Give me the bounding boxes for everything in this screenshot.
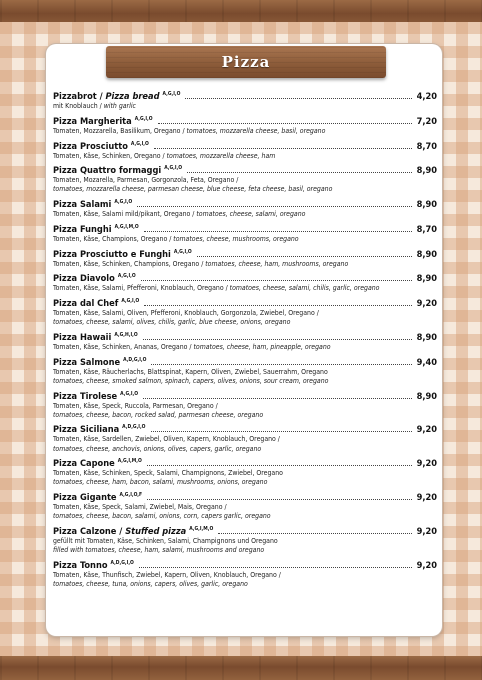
- menu-item-name: [53, 526, 213, 537]
- item-name-de: Pizza Margherita: [53, 115, 132, 127]
- allergen-codes: A,G,I,O: [120, 390, 139, 397]
- menu-item-row: [53, 165, 437, 176]
- menu-item-description-en: [53, 318, 437, 327]
- section-title: Pizza: [221, 53, 271, 71]
- menu-item-description-en: [53, 512, 437, 521]
- description-en-line: tomatoes, cheese, tuna, onions, capers, olives, garlic, oregano: [53, 579, 248, 588]
- dot-leader: [144, 231, 412, 232]
- description-de: Tomaten, Käse, Salami mild/pikant, Oregano /: [53, 210, 197, 219]
- allergen-codes: A,G,I,O,F: [119, 492, 143, 499]
- menu-item-price: 9,20: [416, 492, 437, 504]
- menu-item-row: [53, 141, 437, 152]
- menu-item-price: 4,20: [416, 91, 437, 103]
- menu-item-description: [53, 102, 437, 111]
- item-name-de: Pizza Capone: [53, 458, 115, 470]
- description-en: tomatoes, cheese, ham, pineapple, oregano: [193, 343, 331, 351]
- menu-item: [53, 357, 437, 386]
- menu-item-price: 9,20: [416, 298, 437, 310]
- dot-leader: [158, 123, 412, 124]
- wood-bottom-border: [0, 656, 482, 680]
- dot-leader: [151, 431, 412, 432]
- menu-item: [53, 560, 437, 589]
- menu-item: [53, 298, 437, 327]
- menu-item-description: [53, 343, 437, 352]
- description-en: tomatoes, cheese, ham, mushrooms, oregano: [205, 259, 349, 268]
- item-name-de: Pizza Quattro formaggi: [53, 165, 162, 177]
- menu-item-name: [53, 273, 136, 284]
- dot-leader: [151, 364, 411, 365]
- description-en: tomatoes, mozzarella cheese, basil, oregano: [186, 126, 326, 135]
- description-de: Tomaten, Käse, Schinken, Speck, Salami, Champignons, Zwiebel, Oregano: [53, 469, 283, 478]
- menu-item-description: [53, 235, 437, 244]
- menu-item-description: [53, 571, 437, 580]
- menu-item-description: [53, 260, 437, 269]
- menu-item-name: [53, 91, 180, 102]
- allergen-codes: A,G,I,O: [117, 273, 136, 280]
- menu-item-name: [53, 560, 134, 571]
- dot-leader: [137, 206, 411, 207]
- item-name-de: Pizza Hawaii: [53, 332, 112, 343]
- description-de: Tomaten, Käse, Speck, Salami, Zwiebel, Mais, Oregano /: [53, 503, 227, 512]
- menu-item-row: [53, 332, 437, 343]
- allergen-codes: A,G,I,O: [134, 115, 153, 122]
- menu-item-name: [53, 199, 132, 210]
- item-name-de: Pizza dal Chef: [53, 298, 119, 310]
- menu-item-description: [53, 435, 437, 444]
- menu-item: [53, 424, 437, 453]
- allergen-codes: A,G,I,M,O: [114, 223, 139, 230]
- menu-item-price: 9,20: [416, 458, 437, 470]
- description-de: Tomaten, Käse, Salami, Pfefferoni, Knoblauch, Oregano /: [53, 284, 230, 293]
- allergen-codes: A,D,G,I,O: [110, 559, 134, 566]
- dot-leader: [154, 148, 412, 149]
- menu-item-name: [53, 224, 139, 235]
- dot-leader: [187, 172, 412, 173]
- menu-item: [53, 224, 437, 244]
- dot-leader: [143, 398, 412, 399]
- allergen-codes: A,G,I,O: [130, 140, 149, 147]
- menu-item-description-en: [53, 478, 437, 487]
- dot-leader: [147, 499, 412, 500]
- menu-item: [53, 141, 437, 161]
- allergen-codes: A,D,G,I,O: [122, 424, 146, 431]
- menu-item-description: [53, 152, 437, 161]
- description-en-line: tomatoes, cheese, salami, olives, chilis, garlic, blue cheese, onions, oregano: [53, 318, 291, 327]
- menu-item: [53, 391, 437, 420]
- menu-item-name: [53, 141, 149, 152]
- dot-leader: [197, 256, 412, 257]
- allergen-codes: A,G,I,M,O: [189, 525, 214, 532]
- menu-item-name: [53, 116, 153, 127]
- menu-item-row: [53, 91, 437, 102]
- description-de: Tomaten, Käse, Schinken, Champions, Oregano /: [53, 259, 206, 268]
- menu-item-name: [53, 458, 142, 469]
- menu-item: [53, 116, 437, 136]
- item-name-de: Pizza Diavolo: [53, 273, 115, 285]
- menu-item-price: 8,90: [416, 248, 437, 260]
- menu-item-price: 8,90: [416, 165, 437, 177]
- description-de: Tomaten, Käse, Schinken, Oregano /: [53, 151, 167, 160]
- menu-item-price: 8,90: [416, 273, 437, 285]
- description-en: tomatoes, mozzarella cheese, ham: [166, 151, 276, 160]
- description-de: Tomaten, Mozarella, Parmesan, Gorgonzola, Feta, Oregano /: [53, 176, 239, 185]
- allergen-codes: A,G,I,O: [164, 165, 183, 172]
- menu-item-price: 8,70: [416, 223, 437, 235]
- allergen-codes: A,G,H,I,O: [114, 331, 138, 338]
- description-de: Tomaten, Käse, Champions, Oregano /: [53, 234, 174, 243]
- menu-item-row: [53, 391, 437, 402]
- description-de: Tomaten, Käse, Salami, Oliven, Pfefferoni, Knoblauch, Gorgonzola, Zwiebel, Oregano /: [53, 309, 319, 318]
- item-name-de: Pizza Gigante: [53, 492, 117, 504]
- description-en-line: tomatoes, cheese, bacon, rocked salad, parmesan cheese, oregano: [53, 410, 264, 419]
- dot-leader: [144, 305, 411, 306]
- menu-item-description-en: [53, 445, 437, 454]
- menu-item-description: [53, 402, 437, 411]
- menu-item-name: [53, 357, 146, 368]
- menu-item: [53, 199, 437, 219]
- description-en-line: tomatoes, cheese, bacon, salami, onions, corn, capers garlic, oregano: [53, 512, 271, 521]
- menu-item-name: [53, 332, 138, 343]
- dot-leader: [139, 567, 412, 568]
- menu-item: [53, 492, 437, 521]
- allergen-codes: A,G,I,M,O: [117, 458, 142, 465]
- menu-item-description: [53, 368, 437, 377]
- menu-item-description-en: [53, 546, 437, 555]
- menu-item-price: 8,90: [416, 390, 437, 402]
- description-en-line: tomatoes, cheese, anchovis, onions, olives, capers, garlic, oregano: [53, 444, 262, 453]
- item-name-de: Pizza Salmone: [53, 356, 121, 368]
- allergen-codes: A,G,I,O: [114, 199, 133, 206]
- menu-item-description-en: [53, 185, 437, 194]
- menu-item-name: [53, 424, 146, 435]
- allergen-codes: A,G,I,O: [121, 298, 140, 305]
- menu-item-row: [53, 526, 437, 537]
- menu-item: [53, 332, 437, 352]
- item-name-de: Pizza Salami: [53, 199, 112, 211]
- description-de: Tomaten, Mozzarella, Basilikum, Oregano /: [53, 126, 187, 135]
- menu-item-name: [53, 298, 139, 309]
- menu-item-row: [53, 249, 437, 260]
- menu-item-description: [53, 127, 437, 136]
- item-name-de: Pizza Funghi: [53, 223, 112, 235]
- menu-item-name: [53, 492, 142, 503]
- description-de: Tomaten, Käse, Thunfisch, Zwiebel, Kapern, Oliven, Knoblauch, Oregano /: [53, 570, 281, 579]
- dot-leader: [147, 465, 412, 466]
- description-de: Tomaten, Käse, Räucherlachs, Blattspinat, Kapern, Oliven, Zwiebel, Sauerrahm, Oregano: [53, 367, 328, 376]
- item-name-de: Pizza Prosciutto: [53, 140, 128, 152]
- menu-item-price: 8,90: [416, 332, 437, 343]
- menu-item: [53, 458, 437, 487]
- description-en-line: tomatoes, cheese, smoked salmon, spinach, capers, olives, onions, sour cream, oregano: [53, 376, 329, 385]
- item-name-de: Pizzabrot /: [53, 91, 106, 103]
- menu-list: [53, 91, 437, 594]
- menu-item-price: 9,20: [416, 424, 437, 436]
- menu-item-row: [53, 199, 437, 210]
- allergen-codes: A,G,I,O: [173, 248, 192, 255]
- menu-item-row: [53, 224, 437, 235]
- description-en: tomatoes, cheese, salami, oregano: [196, 210, 306, 219]
- menu-item-description: [53, 176, 437, 185]
- menu-item: [53, 91, 437, 111]
- description-de: gefüllt mit Tomaten, Käse, Schinken, Salami, Champignons und Oregano: [53, 536, 278, 545]
- menu-item-row: [53, 560, 437, 571]
- menu-item-price: 9,40: [416, 356, 437, 368]
- item-name-de: Pizza Siciliana: [53, 424, 120, 436]
- dot-leader: [185, 98, 411, 99]
- description-de: Tomaten, Käse, Schinken, Ananas, Oregano /: [53, 343, 194, 351]
- item-name-de: Pizza Tonno: [53, 559, 108, 571]
- menu-item: [53, 249, 437, 269]
- description-en: tomatoes, cheese, mushrooms, oregano: [173, 234, 299, 243]
- menu-item-description: [53, 309, 437, 318]
- dot-leader: [141, 280, 412, 281]
- menu-item-description-en: [53, 377, 437, 386]
- dot-leader: [218, 533, 411, 534]
- menu-item-description-en: [53, 411, 437, 420]
- description-en-line: tomatoes, cheese, ham, bacon, salami, mushrooms, onions, oregano: [53, 478, 268, 487]
- allergen-codes: A,G,I,O: [162, 91, 181, 97]
- menu-item-row: [53, 273, 437, 284]
- allergen-codes: A,D,G,I,O: [123, 356, 147, 363]
- item-name-en: Pizza bread: [105, 91, 160, 103]
- menu-item-price: 7,20: [416, 115, 437, 127]
- menu-item-description: [53, 284, 437, 293]
- dot-leader: [143, 339, 412, 340]
- description-de: mit Knoblauch /: [53, 102, 104, 111]
- menu-item-price: 9,20: [416, 525, 437, 537]
- description-en: tomatoes, cheese, salami, chilis, garlic, oregano: [229, 284, 380, 293]
- menu-item-name: [53, 165, 182, 176]
- menu-item-description: [53, 503, 437, 512]
- description-de: Tomaten, Käse, Sardellen, Zwiebel, Oliven, Kapern, Knoblauch, Oregano /: [53, 435, 280, 444]
- item-name-de: Pizza Tirolese: [53, 390, 118, 402]
- menu-item-name: [53, 249, 192, 260]
- item-name-de: Pizza Calzone /: [53, 525, 126, 537]
- menu-item-description-en: [53, 580, 437, 589]
- menu-item-row: [53, 424, 437, 435]
- menu-item: [53, 165, 437, 194]
- menu-item-description: [53, 537, 437, 546]
- menu-item-row: [53, 116, 437, 127]
- menu-item-name: [53, 391, 138, 402]
- menu-item-row: [53, 458, 437, 469]
- item-name-de: Pizza Prosciutto e Funghi: [53, 248, 171, 260]
- description-de: Tomaten, Käse, Speck, Ruccola, Parmesan, Oregano /: [53, 401, 218, 410]
- menu-item-row: [53, 357, 437, 368]
- menu-item-price: 8,70: [416, 140, 437, 152]
- item-name-en: Stuffed pizza: [125, 525, 187, 537]
- description-en-line: filled with tomatoes, cheese, ham, salami, mushrooms and oregano: [53, 546, 265, 555]
- menu-item-description: [53, 210, 437, 219]
- section-header-board: [106, 46, 386, 78]
- menu-item: [53, 526, 437, 555]
- menu-item-row: [53, 492, 437, 503]
- description-en: with garlic: [103, 102, 136, 111]
- menu-item-price: 9,20: [416, 559, 437, 571]
- menu-item-description: [53, 469, 437, 478]
- menu-item-row: [53, 298, 437, 309]
- description-en-line: tomatoes, mozzarella cheese, parmesan cheese, blue cheese, feta cheese, basil, oregano: [53, 185, 333, 194]
- menu-item: [53, 273, 437, 293]
- menu-item-price: 8,90: [416, 199, 437, 211]
